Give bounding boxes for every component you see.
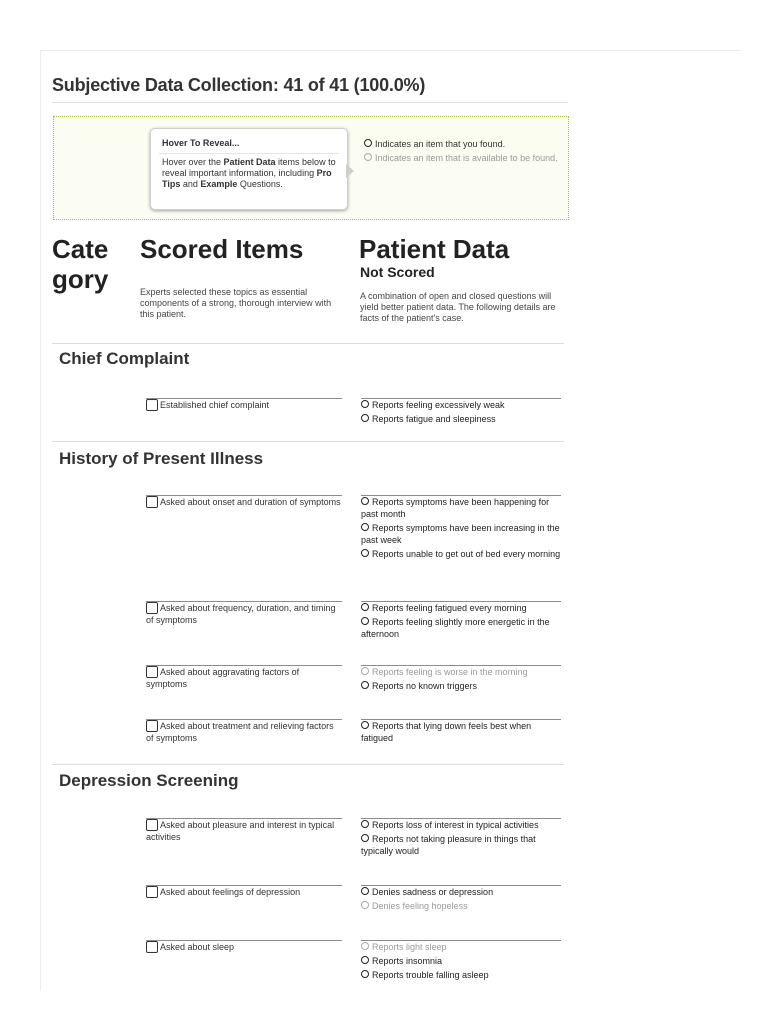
patient-data-text: Reports trouble falling asleep bbox=[372, 970, 489, 980]
patient-data-group bbox=[361, 665, 561, 694]
section-title: Chief Complaint bbox=[59, 349, 190, 368]
scored-item-label: Asked about frequency, duration, and timing of symptoms bbox=[146, 603, 336, 625]
item-checkbox[interactable] bbox=[146, 399, 158, 411]
patient-data-item[interactable] bbox=[361, 833, 561, 857]
section-divider bbox=[52, 764, 564, 765]
found-circle-icon bbox=[361, 721, 369, 729]
tooltip-body: Hover over the Patient Data items below to reveal important information, including Pro Tips and Example Questions. bbox=[162, 157, 336, 189]
scored-item-label: Asked about treatment and relieving factors of symptoms bbox=[146, 721, 334, 743]
patient-data-group bbox=[361, 398, 561, 427]
item-checkbox[interactable] bbox=[146, 819, 158, 831]
patient-data-text: Denies feeling hopeless bbox=[372, 901, 468, 911]
found-circle-icon bbox=[361, 523, 369, 531]
item-checkbox[interactable] bbox=[146, 666, 158, 678]
available-circle-icon bbox=[364, 153, 372, 161]
patient-data-item[interactable] bbox=[361, 413, 561, 425]
scored-item[interactable] bbox=[146, 398, 342, 411]
patient-data-item[interactable] bbox=[361, 522, 561, 546]
scored-item[interactable] bbox=[146, 601, 342, 626]
patient-data-text: Reports feeling excessively weak bbox=[372, 400, 505, 410]
header-divider bbox=[52, 102, 568, 103]
not-scored-subheading: Not Scored bbox=[360, 264, 435, 280]
patient-data-text: Reports that lying down feels best when fatigued bbox=[361, 721, 532, 743]
patient-data-text: Reports symptoms have been happening for past month bbox=[361, 497, 550, 519]
patient-data-item[interactable] bbox=[361, 666, 561, 678]
scored-item[interactable] bbox=[146, 665, 342, 690]
found-circle-icon bbox=[361, 400, 369, 408]
patient-data-text: Denies sadness or depression bbox=[372, 887, 494, 897]
found-circle-icon bbox=[361, 820, 369, 828]
patient-data-text: Reports fatigue and sleepiness bbox=[372, 414, 496, 424]
found-circle-icon bbox=[361, 970, 369, 978]
found-circle-icon bbox=[364, 139, 372, 147]
patient-data-item[interactable] bbox=[361, 548, 561, 560]
available-circle-icon bbox=[361, 901, 369, 909]
found-circle-icon bbox=[361, 956, 369, 964]
tooltip-divider bbox=[159, 153, 339, 154]
found-circle-icon bbox=[361, 681, 369, 689]
item-checkbox[interactable] bbox=[146, 886, 158, 898]
tooltip-arrow-icon bbox=[346, 164, 354, 178]
scored-item[interactable] bbox=[146, 818, 342, 843]
category-heading: Cate gory bbox=[52, 234, 109, 294]
found-circle-icon bbox=[361, 834, 369, 842]
patient-data-group bbox=[361, 719, 561, 746]
patient-data-text: Reports unable to get out of bed every morning bbox=[372, 549, 561, 559]
scored-item-label: Asked about feelings of depression bbox=[160, 887, 301, 897]
section-divider bbox=[52, 343, 564, 344]
legend-available: Indicates an item that is available to be found. bbox=[364, 153, 560, 164]
patient-data-text: Reports insomnia bbox=[372, 956, 443, 966]
scored-item[interactable] bbox=[146, 719, 342, 744]
patient-data-item[interactable] bbox=[361, 955, 561, 967]
item-checkbox[interactable] bbox=[146, 602, 158, 614]
patient-data-text: Reports not taking pleasure in things that typically would bbox=[361, 834, 536, 856]
scored-item-label: Asked about aggravating factors of symptoms bbox=[146, 667, 300, 689]
page-title: Subjective Data Collection: 41 of 41 (100.0%) bbox=[52, 75, 426, 95]
available-circle-icon bbox=[361, 667, 369, 675]
patient-data-text: Reports loss of interest in typical activities bbox=[372, 820, 539, 830]
found-circle-icon bbox=[361, 549, 369, 557]
patient-data-item[interactable] bbox=[361, 900, 561, 912]
patient-data-item[interactable] bbox=[361, 941, 561, 953]
found-circle-icon bbox=[361, 887, 369, 895]
patient-data-text: Reports feeling is worse in the morning bbox=[372, 667, 528, 677]
patient-data-text: Reports no known triggers bbox=[372, 681, 478, 691]
item-checkbox[interactable] bbox=[146, 941, 158, 953]
patient-data-group bbox=[361, 940, 561, 983]
patient-data-group bbox=[361, 495, 561, 562]
section-divider bbox=[52, 441, 564, 442]
hover-tooltip bbox=[150, 128, 348, 210]
patient-data-item[interactable] bbox=[361, 819, 561, 831]
scored-item[interactable] bbox=[146, 885, 342, 898]
item-checkbox[interactable] bbox=[146, 720, 158, 732]
available-circle-icon bbox=[361, 942, 369, 950]
patient-data-item[interactable] bbox=[361, 886, 561, 898]
patient-data-heading: Patient Data bbox=[359, 234, 510, 264]
patient-data-item[interactable] bbox=[361, 616, 561, 640]
patient-data-item[interactable] bbox=[361, 496, 561, 520]
scored-item[interactable] bbox=[146, 495, 342, 508]
found-circle-icon bbox=[361, 497, 369, 505]
patient-data-text: Reports feeling slightly more energetic in the afternoon bbox=[361, 617, 550, 639]
patient-data-item[interactable] bbox=[361, 602, 561, 614]
legend-found: Indicates an item that you found. bbox=[364, 139, 560, 150]
scored-items-heading: Scored Items bbox=[140, 234, 304, 264]
scored-item-label: Asked about onset and duration of symptoms bbox=[160, 497, 341, 507]
patient-data-description: A combination of open and closed questions will yield better patient data. The following details are facts of the patient's case. bbox=[360, 291, 556, 323]
patient-data-group bbox=[361, 601, 561, 642]
patient-data-group bbox=[361, 885, 561, 914]
scored-item-label: Asked about sleep bbox=[160, 942, 235, 952]
patient-data-item[interactable] bbox=[361, 720, 561, 744]
scored-item-label: Established chief complaint bbox=[160, 400, 270, 410]
patient-data-text: Reports light sleep bbox=[372, 942, 447, 952]
scored-items-description: Experts selected these topics as essential components of a strong, thorough interview with this patient. bbox=[140, 287, 332, 319]
found-circle-icon bbox=[361, 617, 369, 625]
section-title: Depression Screening bbox=[59, 771, 239, 790]
patient-data-item[interactable] bbox=[361, 680, 561, 692]
item-checkbox[interactable] bbox=[146, 496, 158, 508]
patient-data-text: Reports symptoms have been increasing in the past week bbox=[361, 523, 560, 545]
patient-data-item[interactable] bbox=[361, 399, 561, 411]
tooltip-title: Hover To Reveal... bbox=[162, 138, 240, 148]
patient-data-text: Reports feeling fatigued every morning bbox=[372, 603, 527, 613]
section-title: History of Present Illness bbox=[59, 449, 264, 468]
patient-data-group bbox=[361, 818, 561, 859]
patient-data-item[interactable] bbox=[361, 969, 561, 981]
found-circle-icon bbox=[361, 414, 369, 422]
scored-item-label: Asked about pleasure and interest in typical activities bbox=[146, 820, 335, 842]
found-circle-icon bbox=[361, 603, 369, 611]
scored-item[interactable] bbox=[146, 940, 342, 953]
